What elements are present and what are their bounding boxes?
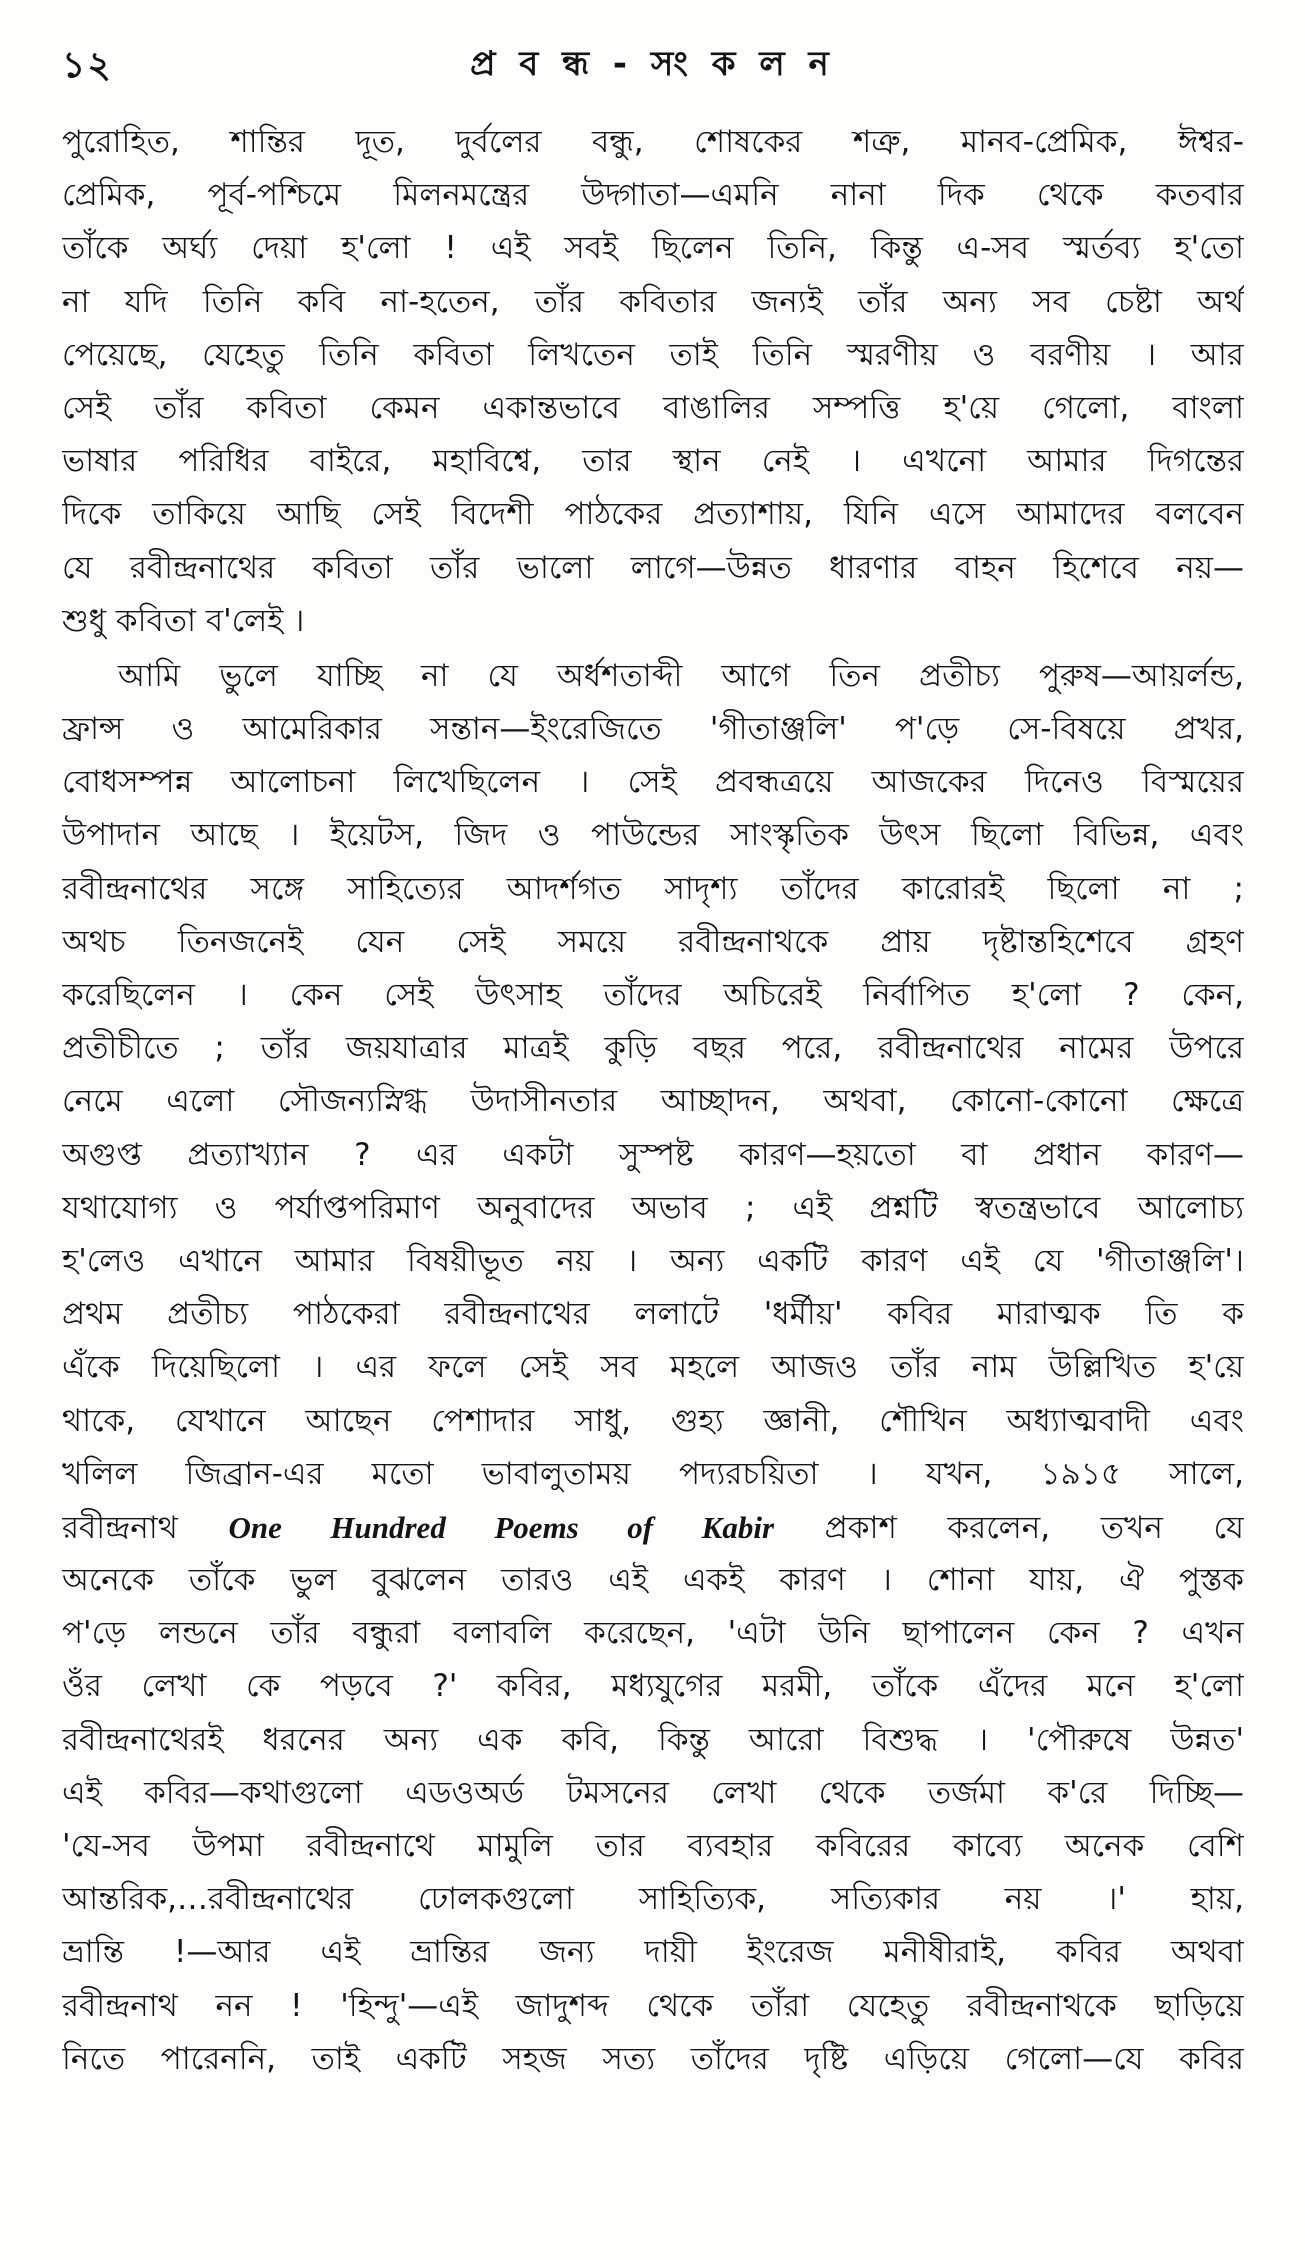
text-line: প'ড়ে লন্ডনে তাঁর বন্ধুরা বলাবলি করেছেন, 'এটা উনি ছাপালেন কেন ? এখন bbox=[62, 1615, 1244, 1652]
text-line: থাকে, যেখানে আছেন পেশাদার সাধু, গুহ্য জ্ঞানী, শৌখিন অধ্যাত্মবাদী এবং bbox=[62, 1402, 1244, 1439]
text-line: এই কবির—কথাগুলো এডওঅর্ড টমসনের লেখা থেকে তর্জমা ক'রে দিচ্ছি— bbox=[62, 1774, 1244, 1811]
text-line: রবীন্দ্রনাথেরই ধরনের অন্য এক কবি, কিন্তু আরো বিশুদ্ধ । 'পৌরুষে উন্নত' bbox=[62, 1721, 1244, 1758]
text-line: তাঁকে অর্ঘ্য দেয়া হ'লো ! এই সবই ছিলেন তিনি, কিন্তু এ-সব স্মর্তব্য হ'তো bbox=[62, 230, 1244, 267]
page-number: ১২ bbox=[62, 45, 113, 86]
text-line: না যদি তিনি কবি না-হতেন, তাঁর কবিতার জন্যই তাঁর অন্য সব চেষ্টা অর্থ bbox=[62, 283, 1244, 320]
paragraph-1 bbox=[62, 116, 1244, 648]
text-line: ভাষার পরিধির বাইরে, মহাবিশ্বে, তার স্থান নেই । এখনো আমার দিগন্তের bbox=[62, 443, 1244, 480]
running-title: প্র ব ন্ধ - সং ক ল ন bbox=[470, 44, 835, 84]
english-book-title: One Hundred Poems of Kabir bbox=[228, 1509, 775, 1545]
text-line: উপাদান আছে । ইয়েটস, জিদ ও পাউন্ডের সাংস্কৃতিক উৎস ছিলো বিভিন্ন, এবং bbox=[62, 817, 1244, 854]
text-line: রবীন্দ্রনাথের সঙ্গে সাহিত্যের আদর্শগত সাদৃশ্য তাঁদের কারোরই ছিলো না ; bbox=[62, 870, 1244, 907]
text-line: নিতে পারেননি, তাই একটি সহজ সত্য তাঁদের দৃষ্টি এড়িয়ে গেলো—যে কবির bbox=[62, 2040, 1244, 2077]
paragraph-2 bbox=[62, 650, 1244, 2086]
text-line: রবীন্দ্রনাথ নন ! 'হিন্দু'—এই জাদুশব্দ থেকে তাঁরা যেহেতু রবীন্দ্রনাথকে ছাড়িয়ে bbox=[62, 1987, 1244, 2024]
text-line: শুধু কবিতা ব'লেই । bbox=[62, 602, 305, 639]
text-line: ওঁর লেখা কে পড়বে ?' কবির, মধ্যযুগের মরমী, তাঁকে এঁদের মনে হ'লো bbox=[62, 1668, 1244, 1705]
text-line: অথচ তিনজনেই যেন সেই সময়ে রবীন্দ্রনাথকে প্রায় দৃষ্টান্তহিশেবে গ্রহণ bbox=[62, 923, 1244, 960]
text-line: নেমে এলো সৌজন্যস্নিগ্ধ উদাসীনতার আচ্ছাদন, অথবা, কোনো-কোনো ক্ষেত্রে bbox=[62, 1083, 1244, 1120]
text-line: অগুপ্ত প্রত্যাখ্যান ? এর একটা সুস্পষ্ট কারণ—হয়তো বা প্রধান কারণ— bbox=[62, 1136, 1244, 1173]
text-line: যথাযোগ্য ও পর্যাপ্তপরিমাণ অনুবাদের অভাব ; এই প্রশ্নটি স্বতন্ত্রভাবে আলোচ্য bbox=[62, 1189, 1244, 1226]
body-text bbox=[62, 116, 1244, 2086]
text-line: বোধসম্পন্ন আলোচনা লিখেছিলেন । সেই প্রবন্ধত্রয়ে আজকের দিনেও বিস্ময়ের bbox=[62, 764, 1244, 801]
kabir-line-after: প্রকাশ করলেন, তখন যে bbox=[774, 1509, 1244, 1546]
text-line: এঁকে দিয়েছিলো । এর ফলে সেই সব মহলে আজও তাঁর নাম উল্লিখিত হ'য়ে bbox=[62, 1349, 1244, 1386]
text-line-kabir bbox=[62, 1501, 1244, 1554]
text-line: খলিল জিব্রান-এর মতো ভাবালুতাময় পদ্যরচয়িতা । যখন, ১৯১৫ সালে, bbox=[62, 1455, 1244, 1492]
text-line: দিকে তাকিয়ে আছি সেই বিদেশী পাঠকের প্রত্যাশায়, যিনি এসে আমাদের বলবেন bbox=[62, 496, 1244, 533]
kabir-line-before: রবীন্দ্রনাথ bbox=[62, 1509, 229, 1546]
text-line: 'যে-সব উপমা রবীন্দ্রনাথে মামুলি তার ব্যবহার কবিরের কাব্যে অনেক বেশি bbox=[62, 1828, 1244, 1864]
text-line: পেয়েছে, যেহেতু তিনি কবিতা লিখতেন তাই তিনি স্মরণীয় ও বরণীয় । আর bbox=[62, 336, 1244, 373]
text-line: হ'লেও এখানে আমার বিষয়ীভূত নয় । অন্য একটি কারণ এই যে 'গীতাঞ্জলি'। bbox=[62, 1242, 1244, 1279]
text-line: ফ্রান্স ও আমেরিকার সন্তান—ইংরেজিতে 'গীতাঞ্জলি' প'ড়ে সে-বিষয়ে প্রখর, bbox=[62, 711, 1244, 748]
text-line: প্রতীচীতে ; তাঁর জয়যাত্রার মাত্রই কুড়ি বছর পরে, রবীন্দ্রনাথের নামের উপরে bbox=[62, 1030, 1244, 1067]
text-line: আমি ভুলে যাচ্ছি না যে অর্ধশতাব্দী আগে তিন প্রতীচ্য পুরুষ—আয়র্লন্ড, bbox=[118, 657, 1244, 694]
page-header bbox=[0, 38, 1305, 98]
text-line: অনেকে তাঁকে ভুল বুঝলেন তারও এই একই কারণ । শোনা যায়, ঐ পুস্তক bbox=[62, 1562, 1244, 1599]
text-line: সেই তাঁর কবিতা কেমন একান্তভাবে বাঙালির সম্পত্তি হ'য়ে গেলো, বাংলা bbox=[62, 389, 1244, 426]
text-line: প্রেমিক, পূর্ব-পশ্চিমে মিলনমন্ত্রের উদ্গাতা—এমনি নানা দিক থেকে কতবার bbox=[62, 177, 1244, 214]
text-line: ভ্রান্তি !—আর এই ভ্রান্তির জন্য দায়ী ইংরেজ মনীষীরাই, কবির অথবা bbox=[62, 1934, 1244, 1971]
text-line: যে রবীন্দ্রনাথের কবিতা তাঁর ভালো লাগে—উন্নত ধারণার বাহন হিশেবে নয়— bbox=[62, 549, 1244, 586]
text-line: আন্তরিক,…রবীন্দ্রনাথের ঢোলকগুলো সাহিত্যিক, সত্যিকার নয় ।' হায়, bbox=[62, 1881, 1244, 1918]
text-line: পুরোহিত, শান্তির দূত, দুর্বলের বন্ধু, শোষকের শত্রু, মানব-প্রেমিক, ঈশ্বর- bbox=[62, 124, 1244, 160]
text-line: প্রথম প্রতীচ্য পাঠকেরা রবীন্দ্রনাথের ললাটে 'ধর্মীয়' কবির মারাত্মক তি ক bbox=[62, 1296, 1244, 1333]
text-line: করেছিলেন । কেন সেই উৎসাহ তাঁদের অচিরেই নির্বাপিত হ'লো ? কেন, bbox=[62, 977, 1244, 1013]
